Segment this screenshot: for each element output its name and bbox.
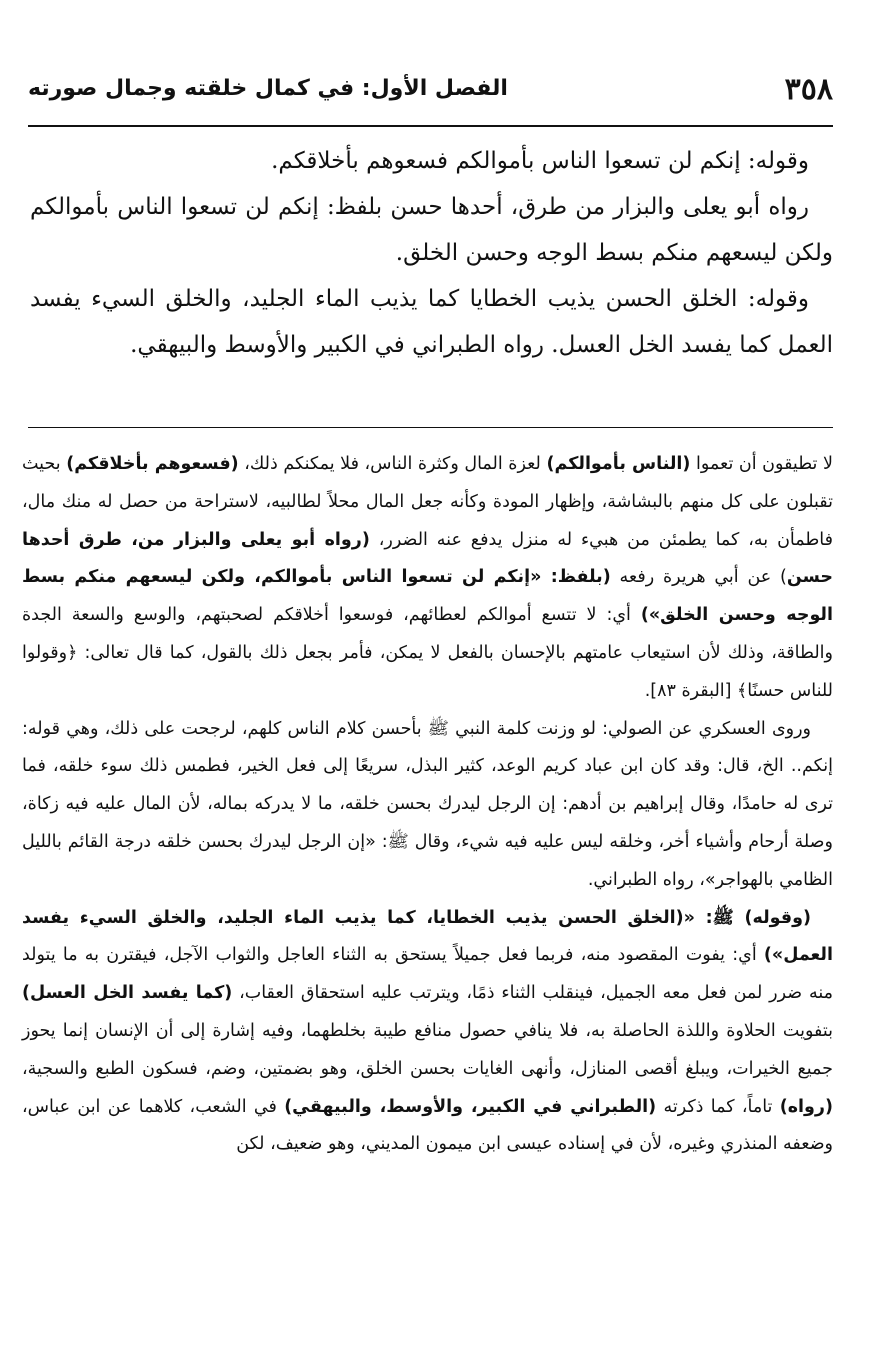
- text-run: بحيث تقبلون على كل منهم بالبشاشة، وإظهار المودة وكأنه جعل المال محلاً لطالبيه، لاستراحة من حصل له منك مال، فاطمأن به، كما يطمئن من هبيء له منزل يدفع عنه الضرر،: [22, 454, 833, 550]
- text-run: ) عن أبي هريرة رفعه: [610, 567, 787, 588]
- text-run: أي: لا تتسع أموالكم لعطائهم، فوسعوا أخلاقكم لصحبتهم، والوسع والسعة الجدة والطاقة، وذلك لأن استيعاب عامتهم بالإحسان بالفعل لا يمكن، فأمر بجعل ذلك بالقول، كما قال تعالى: ﴿وقولوا للناس حسنًا﴾ [البقرة ٨٣].: [22, 605, 833, 701]
- text-run: بتفويت الحلاوة واللذة الحاصلة به، فلا ينافي حصول منافع طيبة بخلطهما، وفيه إشارة إلى أن الإنسان إنما يحوز جميع الخيرات، ويبلغ أقصى المنازل، وأنهى الغايات بحسن الخلق، وهو بضمتين، وضم، فسكون الطبع والسجية،: [22, 1020, 833, 1079]
- bold-run: (الخلق الحسن يذيب الخطايا، كما يذيب الماء الجليد، والخلق السيء يفسد العمل»): [22, 907, 833, 966]
- commentary-text: [22, 446, 833, 1164]
- bold-run: (فسعوهم بأخلاقكم): [66, 454, 239, 474]
- bold-run: (رواه): [779, 1096, 833, 1117]
- matn-paragraph: [30, 138, 833, 184]
- matn-paragraph: [30, 184, 833, 276]
- page-header: [28, 70, 833, 118]
- text-run: لعزة المال وكثرة الناس، فلا يمكنكم ذلك،: [238, 454, 547, 474]
- page-number: ٣٥٨: [784, 72, 833, 107]
- bold-run: (وقوله) ﷺ: «: [683, 907, 811, 928]
- matn-paragraph: [30, 276, 833, 368]
- bold-run: (كما يفسد الخل العسل): [22, 983, 233, 1004]
- bold-run: (رواه أبو يعلى والبزار من، طرق أحدها حسن: [22, 529, 833, 588]
- main-text: [30, 138, 833, 368]
- commentary-paragraph: [22, 900, 833, 1165]
- text-run: في الشعب، كلاهما عن ابن عباس، وضعفه المنذري وغيره، لأن في إسناده عيسى ابن ميمون المديني، وهو ضعيف، لكن: [22, 1096, 833, 1155]
- bold-run: (بلفظ: «إنكم لن تسعوا الناس بأموالكم، ولكن ليسعهم منكم بسط الوجه وحسن الخلق»): [22, 567, 833, 626]
- text-run: وروى العسكري عن الصولي: لو وزنت كلمة النبي ﷺ بأحسن كلام الناس كلهم، لرجحت على ذلك، وهي قوله: إنكم.. الخ، قال: وقد كان ابن عباد كريم الوعد، كثير البذل، سريعًا إلى فعل الخير، فطمس ذلك سوء خلقه، فما ترى له حامدًا، وقال إبراهيم بن أدهم: إن الرجل ليدرك بحسن خلقه، ما لا يدركه بماله، لأن المال عليه فيه زكاة، وصلة أرحام وأشياء أخر، وخلقه ليس عليه فيه شيء، وقال ﷺ: «إن الرجل ليدرك بحسن خلقه درجة القائم بالليل الظامي بالهواجر»، رواه الطبراني.: [22, 718, 833, 890]
- commentary-paragraph: [22, 446, 833, 711]
- text-run: وقوله: الخلق الحسن يذيب الخطايا كما يذيب الماء الجليد، والخلق السيء يفسد العمل كما يفسد الخل العسل. رواه الطبراني في الكبير والأوسط والبيهقي.: [30, 286, 833, 358]
- running-title: الفصل الأول: في كمال خلقته وجمال صورته: [28, 76, 508, 101]
- section-divider: [28, 427, 833, 428]
- text-run: وقوله: إنكم لن تسعوا الناس بأموالكم فسعوهم بأخلاقكم.: [271, 148, 809, 174]
- text-run: رواه أبو يعلى والبزار من طرق، أحدها حسن بلفظ: إنكم لن تسعوا الناس بأموالكم ولكن ليسعهم منكم بسط الوجه وحسن الخلق.: [30, 194, 833, 266]
- commentary-paragraph: [22, 711, 833, 900]
- bold-run: (الناس بأموالكم): [546, 454, 691, 474]
- bold-run: (الطبراني في الكبير، والأوسط، والبيهقي): [284, 1096, 657, 1117]
- text-run: تاماً، كما ذكرته: [656, 1096, 780, 1117]
- header-rule: [28, 125, 833, 127]
- text-run: أي: يفوت المقصود منه، فربما فعل جميلاً يستحق به الثناء العاجل والثواب الآجل، فيقترن به ما يتولد منه ضرر لمن فعل معه الجميل، فينقلب الثناء ذمًا، ويترتب عليه استحقاق العقاب،: [22, 945, 833, 1004]
- text-run: لا تطيقون أن تعموا: [690, 454, 833, 474]
